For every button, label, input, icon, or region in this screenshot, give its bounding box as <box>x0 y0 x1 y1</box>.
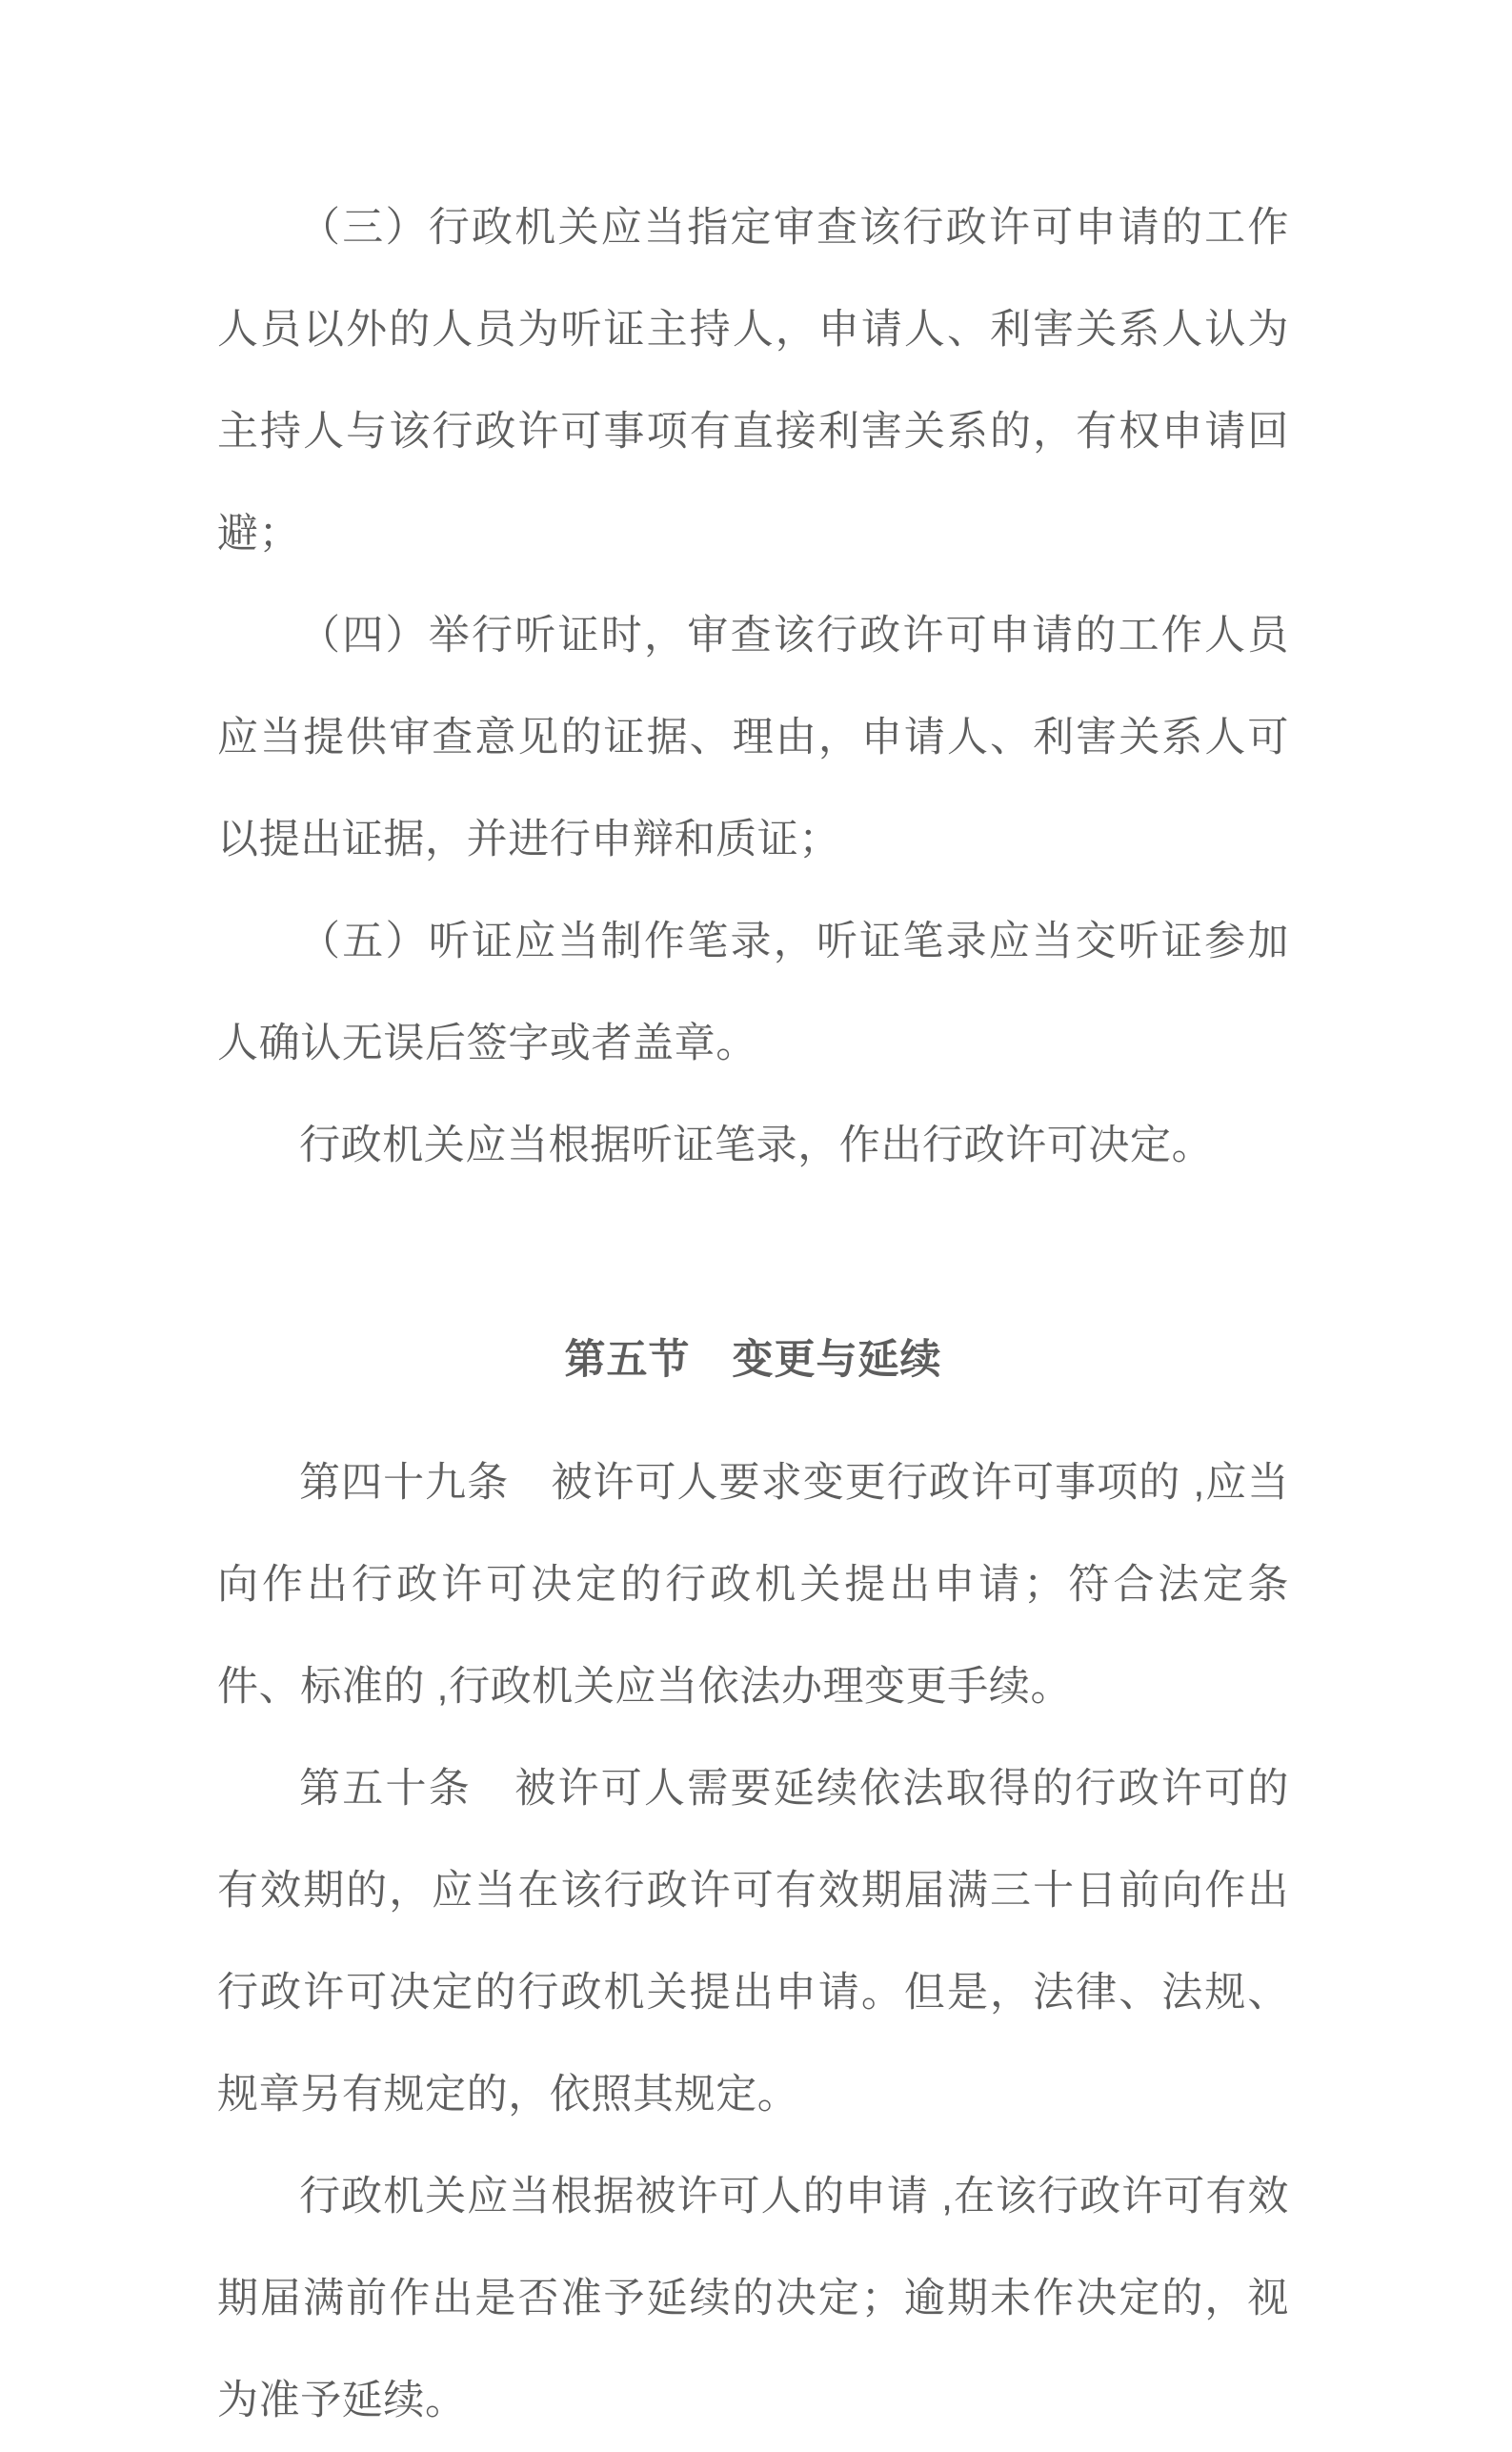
article-49: 第四十九条 被许可人要求变更行政许可事项的 ,应当向作出行政许可决定的行政机关提出申请；符合法定条件、标准的 ,行政机关应当依法办理变更手续。 <box>217 1460 1289 1710</box>
section-heading-five: 第五节 变更与延续 <box>564 1337 942 1383</box>
paragraph-item-five: （五）听证应当制作笔录，听证笔录应当交听证参加人确认无误后签字或者盖章。 <box>217 919 1289 1066</box>
paragraph-hearing-decision: 行政机关应当根据听证笔录，作出行政许可决定。 <box>299 1123 1214 1168</box>
post-heading-spacer <box>217 1411 1289 1432</box>
paragraph-item-three: （三）行政机关应当指定审查该行政许可申请的工作人员以外的人员为听证主持人，申请人、利害关系人认为主持人与该行政许可事项有直接利害关系的，有权申请回避； <box>217 205 1289 557</box>
heading-spacer <box>217 1197 1289 1309</box>
article-50: 第五十条 被许可人需要延续依法取得的行政许可的有效期的，应当在该行政许可有效期届满三十日前向作出行政许可决定的行政机关提出申请。但是，法律、法规、规章另有规定的，依照其规定。 <box>217 1766 1289 2118</box>
document-content <box>217 177 1289 2452</box>
paragraph-item-four: （四）举行听证时，审查该行政许可申请的工作人员应当提供审查意见的证据、理由，申请人、利害关系人可以提出证据，并进行申辩和质证； <box>217 613 1289 862</box>
article-50-paragraph-2: 行政机关应当根据被许可人的申请 ,在该行政许可有效期届满前作出是否准予延续的决定；逾期未作决定的，视为准予延续。 <box>217 2174 1289 2423</box>
